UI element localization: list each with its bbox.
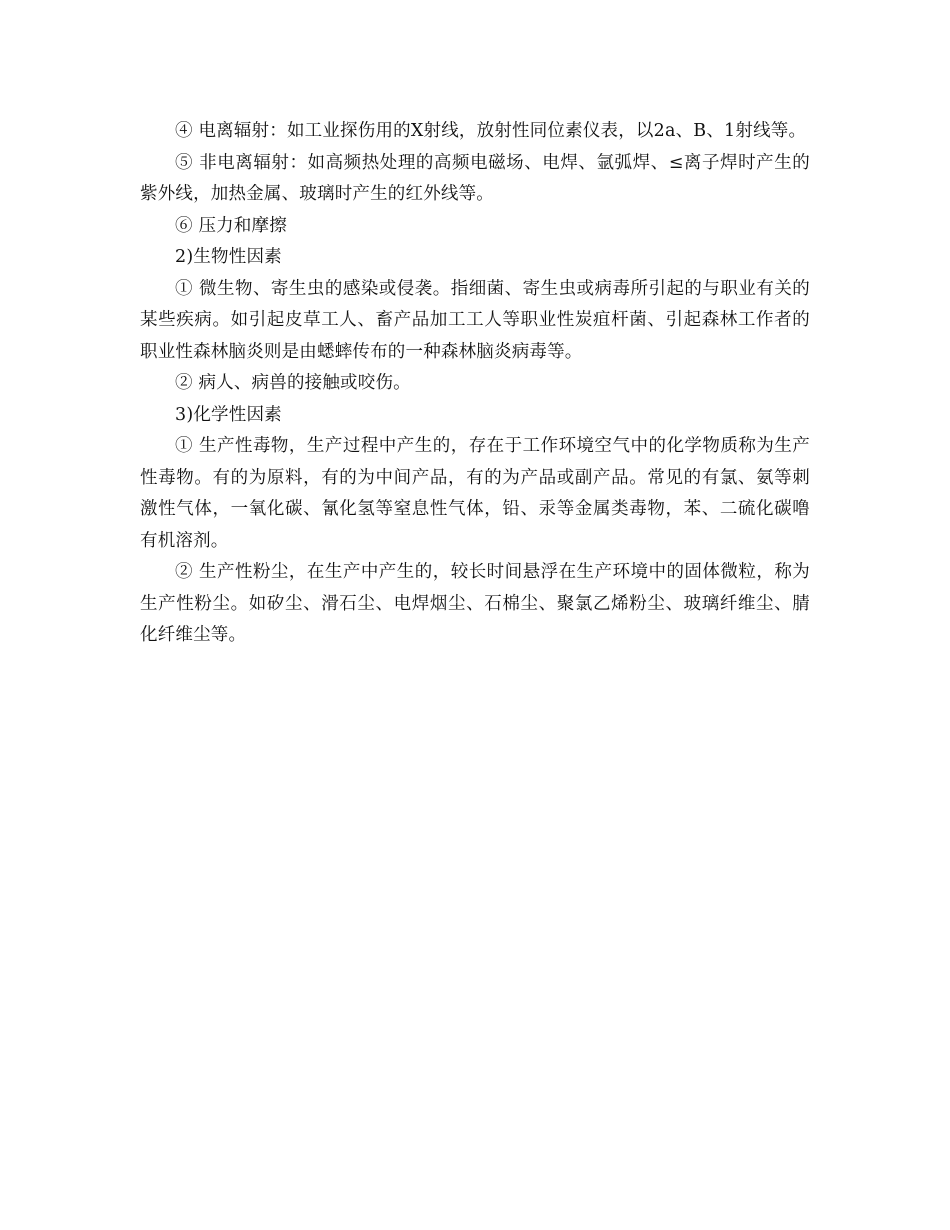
paragraph-text: ⑤ 非电离辐射：如高频热处理的高频电磁场、电焊、氩弧焊、≤离子焊时产生的紫外线，加热金属、玻璃时产生的红外线等。 xyxy=(140,152,810,204)
paragraph-text: ④ 电离辐射：如工业探伤用的X射线，放射性同位素仪表，以2a、B、1射线等。 xyxy=(175,121,807,141)
paragraph-microorganisms xyxy=(140,274,810,369)
paragraph-ionizing-radiation xyxy=(140,116,810,148)
paragraph-patient-contact xyxy=(140,368,810,400)
paragraph-text: 3)化学性因素 xyxy=(175,404,282,425)
paragraph-productive-dust xyxy=(140,557,810,652)
paragraph-text: ② 病人、病兽的接触或咬伤。 xyxy=(175,373,411,393)
paragraph-pressure-friction xyxy=(140,211,810,243)
paragraph-text: ① 生产性毒物，生产过程中产生的，存在于工作环境空气中的化学物质称为生产性毒物。有的为原料，有的为中间产品，有的为产品或副产品。常见的有氯、氨等刺激性气体，一氧化碳、氰化氢等窒息性气体，铅、汞等金属类毒物，苯、二硫化碳噜有机溶剂。 xyxy=(140,436,810,551)
paragraph-text: ① 微生物、寄生虫的感染或侵袭。指细菌、寄生虫或病毒所引起的与职业有关的某些疾病。如引起皮草工人、畜产品加工工人等职业性炭疽杆菌、引起森林工作者的职业性森林脑炎则是由蟋蟀传布的一种森林脑炎病毒等。 xyxy=(140,278,810,362)
heading-biological-factors xyxy=(140,242,810,274)
paragraph-text: ② 生产性粉尘，在生产中产生的，较长时间悬浮在生产环境中的固体微粒，称为生产性粉尘。如矽尘、滑石尘、电焊烟尘、石棉尘、聚氯乙烯粉尘、玻璃纤维尘、腈化纤维尘等。 xyxy=(140,562,810,645)
paragraph-productive-toxicants xyxy=(140,431,810,557)
heading-chemical-factors xyxy=(140,400,810,432)
paragraph-text: 2)生物性因素 xyxy=(175,247,282,267)
paragraph-text: ⑥ 压力和摩擦 xyxy=(175,215,287,236)
paragraph-non-ionizing-radiation xyxy=(140,148,810,211)
document-body xyxy=(140,116,810,652)
